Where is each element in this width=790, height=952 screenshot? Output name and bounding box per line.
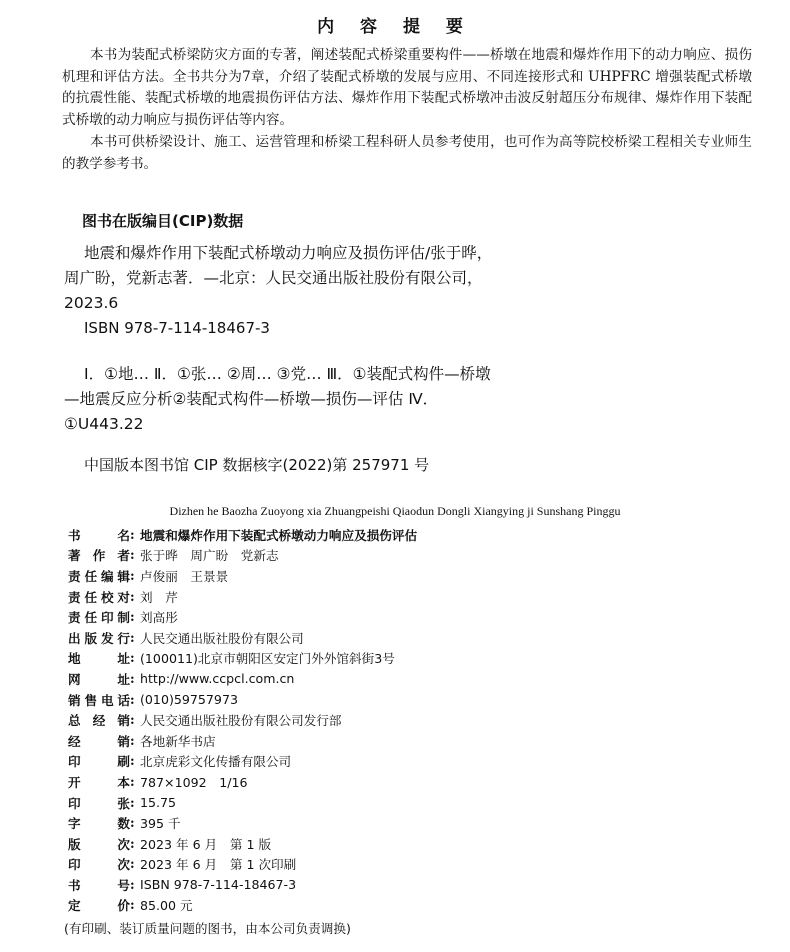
info-row: 字数 : 395 千: [68, 815, 181, 832]
cip-description: 地震和爆炸作用下装配式桥墩动力响应及损伤评估/张于晔，周广盼，党新志著．—北京：人民交通出版社股份有限公司，2023.6: [64, 244, 493, 312]
info-value: 人民交通出版社股份有限公司: [140, 630, 304, 646]
info-label: 责任编辑: [68, 568, 130, 584]
info-label: 版次: [68, 836, 130, 852]
cip-record-number: 中国版本图书馆 CIP 数据核字(2022)第 257971 号: [84, 456, 430, 474]
info-label: 网址: [68, 671, 130, 687]
info-value: 各地新华书店: [140, 733, 216, 749]
info-row: 责任校对 : 刘 芹: [68, 588, 178, 605]
info-row: 责任印制 : 刘高彤: [68, 609, 178, 626]
info-value: 2023 年 6 月 第 1 次印刷: [140, 857, 297, 873]
summary-paragraph-1: 本书为装配式桥梁防灾方面的专著，阐述装配式桥梁重要构件——桥墩在地震和爆炸作用下的动力响应、损伤机理和评估方法。全书共分为7章，介绍了装配式桥墩的发展与应用、不同连接形式和 UHPFRC 增强装配式桥墩的抗震性能、装配式桥墩的地震损伤评估方法、爆炸作用下装配式桥墩冲击波反射超压分布规律、爆炸作用下装配式桥墩的动力响应与损伤评估等内容。: [62, 47, 752, 128]
info-label: 开本: [68, 774, 130, 790]
info-row: 印刷 : 北京虎彩文化传播有限公司: [68, 753, 292, 770]
info-value: 15.75: [140, 794, 177, 810]
info-value: 787×1092 1/16: [140, 774, 248, 790]
website-link[interactable]: http://www.ccpcl.com.cn: [140, 670, 295, 686]
pinyin-title: Dizhen he Baozha Zuoyong xia Zhuangpeishi Qiaodun Dongli Xiangying ji Sunshang Pinggu: [169, 504, 621, 518]
info-row: 书名 : 地震和爆炸作用下装配式桥墩动力响应及损伤评估: [68, 526, 418, 543]
info-label: 印次: [68, 857, 130, 873]
cip-classification: Ⅰ．①地… Ⅱ．①张… ②周… ③党… Ⅲ．①装配式构件—桥墩—地震反应分析②装配式构件—桥墩—损伤—评估 Ⅳ．①U443.22: [64, 365, 491, 433]
publication-info: [68, 524, 758, 915]
info-label: 书名: [68, 527, 130, 543]
info-label: 著作者: [68, 548, 130, 564]
info-label: 总经销: [68, 713, 130, 729]
info-row: 版次 : 2023 年 6 月 第 1 版: [68, 835, 272, 852]
cip-heading: 图书在版编目(CIP)数据: [82, 212, 244, 230]
info-label: 经销: [68, 733, 130, 749]
info-value: 刘 芹: [140, 589, 178, 605]
info-row: 出版发行 : 人民交通出版社股份有限公司: [68, 629, 304, 646]
info-row: 书号 : ISBN 978-7-114-18467-3: [68, 876, 297, 893]
info-value: 85.00 元: [140, 898, 193, 914]
info-label: 印刷: [68, 754, 130, 770]
page-title: 内 容 提 要: [317, 17, 473, 37]
info-row: 责任编辑 : 卢俊丽 王景景: [68, 567, 229, 584]
info-label: 销售电话: [68, 692, 130, 708]
info-label: 书号: [68, 877, 130, 893]
info-label: 定价: [68, 898, 130, 914]
info-row: 销售电话 : (010)59757973: [68, 691, 238, 708]
info-row: 定价 : 85.00 元: [68, 897, 193, 914]
info-label: 地址: [68, 651, 130, 667]
info-value: 人民交通出版社股份有限公司发行部: [140, 713, 342, 729]
info-label: 出版发行: [68, 630, 130, 646]
info-value: 刘高彤: [140, 610, 178, 626]
info-value: (010)59757973: [140, 691, 238, 707]
info-value: 2023 年 6 月 第 1 版: [140, 836, 272, 852]
info-label: 字数: [68, 816, 130, 832]
info-row: 开本 : 787×1092 1/16: [68, 773, 248, 790]
info-row: 网址 : http://www.ccpcl.com.cn: [68, 670, 295, 687]
info-value: 395 千: [140, 816, 181, 832]
summary-paragraph-2: 本书可供桥梁设计、施工、运营管理和桥梁工程科研人员参考使用，也可作为高等院校桥梁工程相关专业师生的教学参考书。: [62, 134, 752, 172]
info-row: 印张 : 15.75: [68, 794, 177, 811]
info-row: 印次 : 2023 年 6 月 第 1 次印刷: [68, 856, 297, 873]
info-label: 印张: [68, 795, 130, 811]
info-value: ISBN 978-7-114-18467-3: [140, 876, 297, 892]
info-row: 地址 : (100011)北京市朝阳区安定门外外馆斜街3号: [68, 650, 395, 667]
info-label: 责任校对: [68, 589, 130, 605]
info-value: 卢俊丽 王景景: [140, 568, 229, 584]
info-row: 著作者 : 张于晔 周广盼 党新志: [68, 547, 279, 564]
footnote: (有印刷、装订质量问题的图书，由本公司负责调换): [64, 921, 351, 936]
info-row: 总经销 : 人民交通出版社股份有限公司发行部: [68, 712, 342, 729]
info-value: 北京虎彩文化传播有限公司: [140, 754, 292, 770]
info-label: 责任印制: [68, 610, 130, 626]
info-row: 经销 : 各地新华书店: [68, 732, 216, 749]
info-value: (100011)北京市朝阳区安定门外外馆斜街3号: [140, 651, 395, 667]
info-value: 张于晔 周广盼 党新志: [140, 548, 279, 564]
cip-isbn: ISBN 978-7-114-18467-3: [84, 319, 270, 337]
info-value: 地震和爆炸作用下装配式桥墩动力响应及损伤评估: [140, 527, 418, 543]
